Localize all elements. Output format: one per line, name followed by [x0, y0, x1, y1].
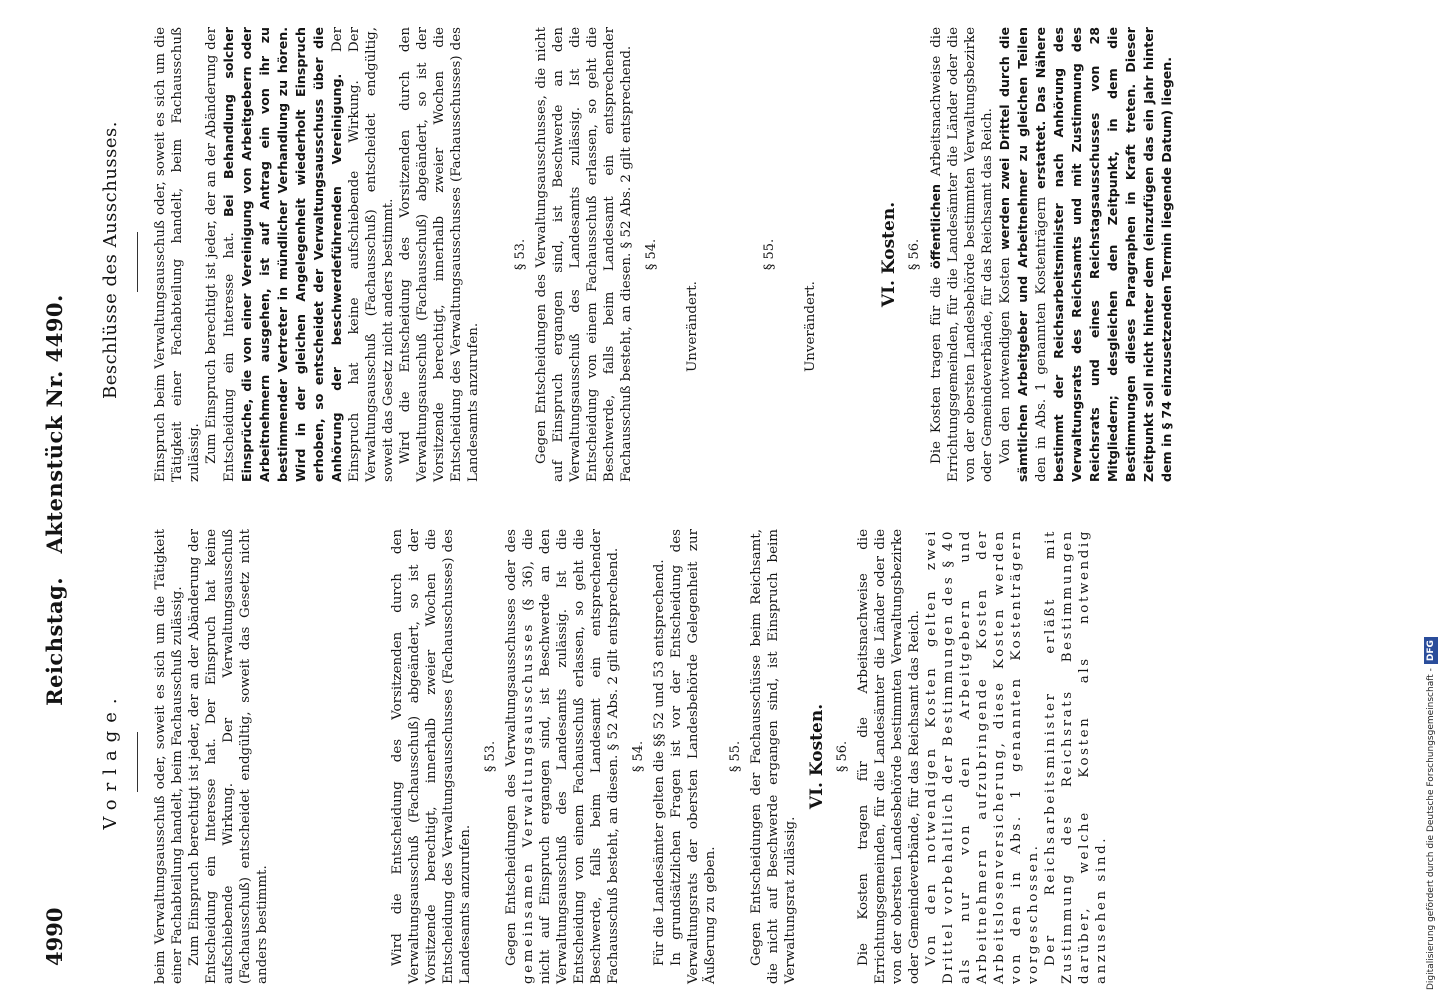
page-number: 4990	[42, 907, 67, 966]
text-run: Der Einspruch hat keine aufschiebende Wirkung. Der Verwaltungsausschuß (Fachausschuß) entscheidet endgültig, soweit das Gesetz nicht anders bestimmt.	[330, 27, 396, 482]
section-number: § 55.	[728, 740, 743, 773]
left-paragraph	[503, 529, 622, 984]
bold-amendment: Bei Behandlung solcher Einsprüche, die von einer Vereinigung von Arbeitgebern oder Arbeitnehmern ausgehen, ist auf Antrag ein von ihr zu bestimmender Vertreter in mündlicher Verhandlung zu hören. Wird in der gleichen Angelegenheit wiederholt Einspruch erhoben, so entscheidet der Verwaltungsausschuss über die Anhörung der beschwerdeführenden Vereinigung.	[221, 27, 344, 482]
page-title: Reichstag. Aktenstück Nr. 4490.	[42, 294, 67, 706]
chapter-heading: VI. Kosten.	[807, 703, 827, 810]
text-run: den in Abs. 1 genannten Kostenträgern	[1034, 196, 1049, 482]
section-number: § 56.	[835, 740, 850, 773]
left-paragraph: Gegen Entscheidungen der Fachausschüsse beim Reichsamt, die nicht auf Beschwerde ergangen sind, ist Einspruch beim Verwaltungsrat zulässig.	[749, 529, 798, 984]
digitization-credit	[1424, 10, 1438, 990]
text-run: Von den notwendigen Kosten	[998, 257, 1013, 464]
page-header	[36, 0, 80, 1000]
section-number: § 53.	[483, 740, 498, 773]
spaced-text: gemeinsamen Verwaltungsausschusses	[521, 622, 536, 984]
text-run: Arbeitsnachweise die Errichtungsgemeinden, für die Landesämter die Länder oder die von der obersten Landesbehörde bestimmten Verwaltungsbezirke oder Gemeindeverbände, für das Reichsamt das Reich.	[929, 27, 995, 482]
credit-text: Digitalisierung gefördert durch die Deutsche Forschungsgemeinschaft -	[1426, 668, 1436, 990]
right-paragraph	[203, 27, 397, 482]
right-paragraph: Wird die Entscheidung des Vorsitzenden durch den Verwaltungsausschuß (Fachausschuß) abgeändert, so ist der Vorsitzende berechtigt, innerhalb zweier Wochen die Entscheidung des Verwaltungsausschusses (Fachausschusses) des Landesamts anzurufen.	[398, 27, 481, 482]
text-run: Zum Einspruch berechtigt ist jeder, der an der Abänderung der Entscheidung ein Interesse hat.	[204, 27, 237, 482]
right-column	[152, 27, 1176, 482]
right-paragraph	[927, 27, 996, 482]
chapter-heading: VI. Kosten.	[879, 201, 899, 308]
text-run: Gegen Entscheidungen des Verwaltungsausschusses oder des	[504, 529, 519, 966]
dfg-logo: DFG	[1424, 637, 1438, 664]
right-paragraph	[996, 27, 1176, 482]
section-number: § 56.	[907, 238, 922, 271]
text-run: Die Kosten tragen für die	[929, 276, 944, 464]
spaced-paragraph: Der Reichsarbeitsminister erläßt mit Zustimmung des Reichsrats Bestimmungen darüber, welche Kosten als notwendig anzusehen sind.	[1043, 529, 1109, 984]
section-number: § 54.	[631, 740, 646, 773]
unchanged-note: Unverändert.	[685, 281, 700, 372]
bold-amendment: werden zwei Drittel durch die sämtlichen Arbeitgeber und Arbeitnehmer zu gleichen Teilen	[997, 27, 1030, 482]
left-paragraph: Für die Landesämter gelten die §§ 52 und 53 entsprechend.	[652, 559, 667, 966]
unchanged-note: Unverändert.	[803, 281, 818, 372]
section-number: § 55.	[762, 238, 777, 271]
section-number: § 54.	[644, 238, 659, 271]
left-paragraph: beim Verwaltungsausschuß oder, soweit es sich um die Tätigkeit einer Fachabteilung handelt, beim Fachausschuß zulässig.	[153, 529, 185, 984]
left-column-heading: Vorlage.	[100, 690, 121, 830]
right-column-heading: Beschlüsse des Ausschusses.	[100, 120, 121, 400]
left-paragraph: Wird die Entscheidung des Vorsitzenden durch den Verwaltungsausschuß (Fachausschuß) abgeändert, so ist der Vorsitzende berechtigt, innerhalb zweier Wochen die Entscheidung des Verwaltungsausschusses (Fachausschusses) des Landesamts anzurufen.	[390, 529, 473, 984]
heading-rule-left	[137, 732, 138, 792]
heading-rule-right	[137, 232, 138, 292]
left-paragraph: Zum Einspruch berechtigt ist jeder, der an der Abänderung der Entscheidung ein Interesse hat. Der Einspruch hat keine aufschiebende Wirkung. Der Verwaltungsausschuß (Fachausschuß) entscheidet endgültig, soweit das Gesetz nicht anders bestimmt.	[187, 529, 270, 984]
bold-amendment: erstattet. Das Nähere bestimmt der Reichsarbeitsminister nach Anhörung des Verwaltungsrats des Reichsamts und mit Zustimmung des Reichsrats und eines Reichstagsausschusses von 28 Mitgliedern; desgleichen den Zeitpunkt, in dem die Bestimmungen dieses Paragraphen in Kraft treten. Dieser Zeitpunkt soll nicht hinter dem (einzufügen das ein Jahr hinter dem in § 74 einzusetzenden Termin liegende Datum) liegen.	[1033, 27, 1174, 482]
left-paragraph: In grundsätzlichen Fragen ist vor der Entscheidung des Verwaltungsrats der obersten Landesbehörde Gelegenheit zur Äußerung zu geben.	[669, 529, 718, 984]
right-paragraph: Gegen Entscheidungen des Verwaltungsausschusses, die nicht auf Einspruch ergangen sind, ist Beschwerde an den Verwaltungsausschuß des Landesamts zulässig. Ist die Entscheidung von einem Fachausschuß erlassen, so geht die Beschwerde, falls beim Landesamt ein entsprechender Fachausschuß besteht, an diesen. § 52 Abs. 2 gilt entsprechend.	[534, 27, 634, 482]
bold-amendment: öffentlichen	[928, 184, 943, 269]
left-paragraph: Die Kosten tragen für die Arbeitsnachweise die Errichtungsgemeinden, für die Landesämter die Länder oder die von der obersten Landesbehörde bestimmten Verwaltungsbezirke oder Gemeindeverbände, für das Reichsamt das Reich.	[856, 529, 922, 984]
text-run: (§ 36), die nicht auf Einspruch ergangen sind, ist Beschwerde an den Verwaltungsausschuß des Landesamts zulässig. Ist die Entscheidung von einem Fachausschuß erlassen, so geht die Beschwerde, falls beim Landesamt ein entsprechender Fachausschuß besteht, an diesen. § 52 Abs. 2 gilt entsprechend.	[521, 529, 621, 984]
spaced-paragraph: Von den notwendigen Kosten gelten zwei Drittel vorbehaltlich der Bestimmungen des § 40 als nur von den Arbeitgebern und Arbeitnehmern aufzubringende Kosten der Arbeitslosenversicherung, diese Kosten werden von den in Abs. 1 genannten Kostenträgern vorgeschossen.	[924, 529, 1041, 984]
right-paragraph: Einspruch beim Verwaltungsausschuß oder, soweit es sich um die Tätigkeit einer Fachabteilung handelt, beim Fachausschuß zulässig.	[153, 27, 202, 482]
section-number: § 53.	[513, 238, 528, 271]
left-column	[152, 529, 1110, 984]
